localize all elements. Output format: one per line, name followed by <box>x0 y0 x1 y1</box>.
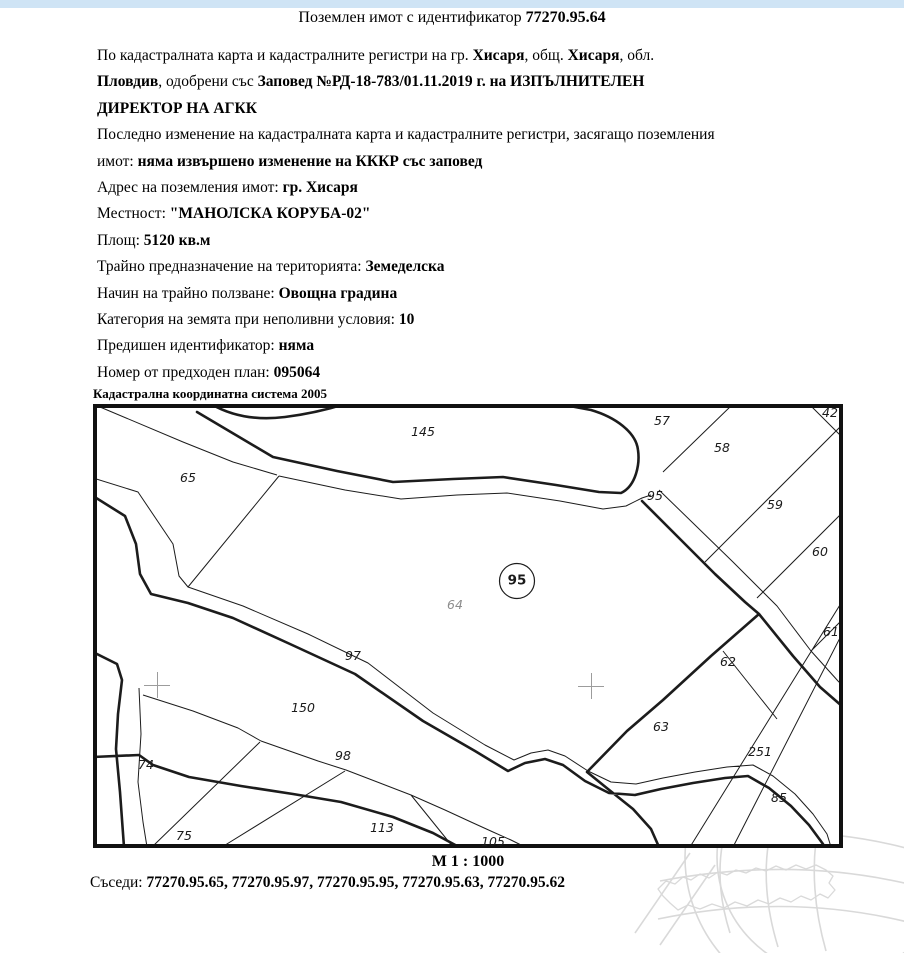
info-value: Земеделска <box>365 258 445 276</box>
parcel-label-74: 74 <box>138 756 154 772</box>
info-label: Площ: <box>97 231 144 249</box>
info-line <box>97 228 817 254</box>
info-line <box>97 333 817 359</box>
info-value: 095064 <box>273 363 321 381</box>
parcel-label-85: 85 <box>771 789 787 805</box>
parcel-label-113: 113 <box>370 819 394 835</box>
info-value: гр. Хисаря <box>282 179 358 197</box>
info-line <box>97 201 817 227</box>
info-value: 5120 кв.м <box>143 231 211 249</box>
country-outline <box>658 865 835 910</box>
info-value: "МАНОЛСКА КОРУБА-02" <box>169 205 371 223</box>
subject-parcel-number-95: 95 <box>507 572 527 589</box>
road-label-105: 105 <box>481 833 505 849</box>
top-accent-bar <box>0 0 904 8</box>
parcel-label-42: 42 <box>822 404 838 420</box>
info-line <box>97 149 817 175</box>
property-id: 77270.95.64 <box>525 9 606 26</box>
globe-parallel <box>660 869 904 893</box>
parcel-label-61: 61 <box>823 623 839 639</box>
info-label: Последно изменение на кадастралната карта и кадастралните регистри, засягащо поземления <box>97 126 715 144</box>
cadastral-map <box>93 404 843 848</box>
info-line <box>97 43 817 69</box>
parcel-label-65: 65 <box>180 469 196 485</box>
info-value: Пловдив <box>97 73 159 91</box>
road-label-97: 97 <box>345 647 361 663</box>
info-value: Овощна градина <box>278 284 398 302</box>
parcel-label-75: 75 <box>176 827 192 843</box>
road-label-95: 95 <box>647 487 663 503</box>
page-title <box>0 9 904 27</box>
info-value: няма извършено изменение на КККР със заповед <box>137 152 483 170</box>
info-value: Хисаря <box>472 47 525 64</box>
parcel-label-145: 145 <box>411 423 435 439</box>
road-label-251: 251 <box>748 743 772 759</box>
parcel-label-64: 64 <box>447 596 463 612</box>
info-label: Предишен идентификатор: <box>97 337 279 355</box>
neighbors-ids: 77270.95.65, 77270.95.97, 77270.95.95, 77270.95.63, 77270.95.62 <box>146 874 565 891</box>
info-label: , обл. <box>619 47 655 64</box>
parcel-label-63: 63 <box>653 718 669 734</box>
info-line <box>97 175 817 201</box>
info-value: 10 <box>398 311 415 329</box>
info-line <box>97 122 817 148</box>
parcel-label-150: 150 <box>291 699 315 715</box>
info-block <box>97 43 817 386</box>
info-line <box>97 281 817 307</box>
info-label: Адрес на поземления имот: <box>97 179 283 197</box>
page-title-text: Поземлен имот с идентификатор <box>298 9 526 26</box>
info-line <box>97 360 817 386</box>
info-label: Трайно предназначение на територията: <box>97 258 366 276</box>
info-line <box>97 307 817 333</box>
info-value: Заповед №РД-18-783/01.11.2019 г. на ИЗПЪЛНИТЕЛЕН <box>257 73 645 91</box>
info-label: Начин на трайно ползване: <box>97 284 279 302</box>
coordinate-cross-marker <box>144 672 170 698</box>
info-label: Местност: <box>97 205 170 223</box>
info-label: , общ. <box>524 47 568 64</box>
neighbors-label: Съседи: <box>90 874 147 891</box>
parcel-label-62: 62 <box>720 653 736 669</box>
map-labels <box>93 404 843 848</box>
info-value: няма <box>278 337 315 355</box>
info-line <box>97 96 817 122</box>
info-label: По кадастралната карта и кадастралните регистри на гр. <box>97 47 473 64</box>
coordinate-cross-marker <box>578 673 604 699</box>
parcel-label-57: 57 <box>654 412 670 428</box>
neighbors-line <box>90 874 565 892</box>
info-line <box>97 69 817 95</box>
parcel-label-58: 58 <box>714 439 730 455</box>
info-label: имот: <box>97 152 138 170</box>
info-value: Хисаря <box>567 47 620 64</box>
info-value: ДИРЕКТОР НА АГКК <box>97 99 257 117</box>
info-line <box>97 254 817 280</box>
parcel-label-59: 59 <box>767 496 783 512</box>
road-label-98: 98 <box>335 747 351 763</box>
parcel-label-60: 60 <box>812 543 828 559</box>
scale-label: М 1 : 1000 <box>431 853 505 870</box>
coordinate-system-label: Кадастрална координатна система 2005 <box>93 386 327 401</box>
info-label: Категория на земята при неполивни условия: <box>97 311 399 329</box>
info-label: Номер от предходен план: <box>97 363 274 381</box>
info-label: , одобрени със <box>158 73 258 91</box>
